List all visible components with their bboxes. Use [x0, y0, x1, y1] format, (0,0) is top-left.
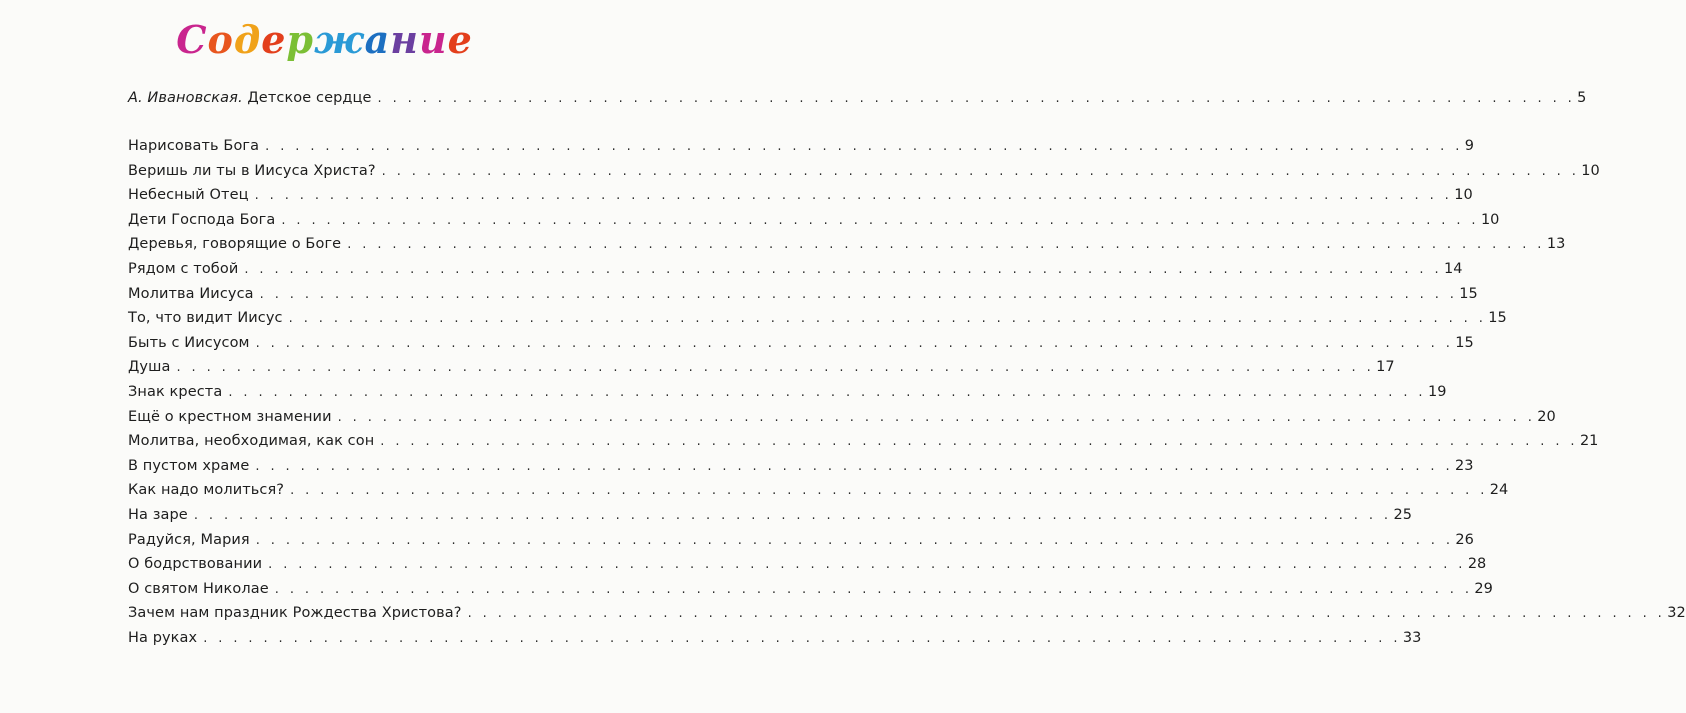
toc-entry[interactable] [128, 230, 1566, 254]
toc-leader-dots: . . . . . . . . . . . . . . . . . . . . . . . . . . . . . . . . . . . . . . . . . . . . . . . . . . . . . . . . . . . . . . . . . . . . . . . . . . . . . . . . [255, 532, 1454, 548]
page-title [0, 10, 649, 70]
toc-entry-title [128, 136, 265, 156]
toc-entry-title [128, 554, 268, 574]
toc-page-number: 17 [1376, 359, 1395, 376]
toc-entry-title-text: На заре [128, 507, 188, 523]
toc-entry[interactable] [128, 280, 1478, 304]
toc-entry-title-text: О святом Николае [128, 580, 269, 597]
toc-page-number: 15 [1459, 285, 1478, 302]
toc-entry-title-text: Радуйся, Мария [128, 531, 250, 548]
toc-entry-title [128, 88, 378, 108]
title-letter: а [364, 17, 391, 62]
toc-entry-title-text: То, что видит Иисус [128, 310, 283, 327]
toc-entry-title [128, 579, 275, 599]
toc-entry-title [128, 259, 244, 279]
toc-entry[interactable] [128, 599, 1686, 623]
toc-entry[interactable] [128, 550, 1487, 574]
toc-leader-dots: . . . . . . . . . . . . . . . . . . . . . . . . . . . . . . . . . . . . . . . . . . . . . . . . . . . . . . . . . . . . . . . . . . . . . . . . . . . . . . . . [288, 311, 1487, 327]
toc-entry-title-text: На руках [128, 630, 198, 646]
toc-page-number: 33 [1402, 630, 1422, 646]
title-letter: н [390, 17, 419, 62]
title-letter: д [233, 17, 262, 62]
toc-entry[interactable] [128, 206, 1500, 230]
toc-page-number: 10 [1480, 211, 1500, 228]
toc-leader-dots: . . . . . . . . . . . . . . . . . . . . . . . . . . . . . . . . . . . . . . . . . . . . . . . . . . . . . . . . . . . . . . . . . . . . . . . . . . . . . . . . [203, 631, 1401, 646]
title-letter: и [418, 17, 448, 62]
toc-leader-dots: . . . . . . . . . . . . . . . . . . . . . . . . . . . . . . . . . . . . . . . . . . . . . . . . . . . . . . . . . . . . . . . . . . . . . . . . . . . . . . . . [259, 286, 1458, 302]
toc-entry-title [128, 530, 256, 550]
toc-entry-title [128, 185, 255, 205]
toc-entry[interactable] [128, 255, 1463, 279]
toc-page-number: 32 [1667, 605, 1686, 622]
toc-entry-title [128, 234, 347, 254]
toc-entry-title-text: Душа [128, 359, 171, 376]
toc-leader-dots: . . . . . . . . . . . . . . . . . . . . . . . . . . . . . . . . . . . . . . . . . . . . . . . . . . . . . . . . . . . . . . . . . . . . . . . . . . . . . . . . [281, 212, 1479, 228]
toc-leader-dots: . . . . . . . . . . . . . . . . . . . . . . . . . . . . . . . . . . . . . . . . . . . . . . . . . . . . . . . . . . . . . . . . . . . . . . . . . . . . . . . . [290, 483, 1488, 499]
toc-entry[interactable] [128, 427, 1599, 451]
toc-leader-dots: . . . . . . . . . . . . . . . . . . . . . . . . . . . . . . . . . . . . . . . . . . . . . . . . . . . . . . . . . . . . . . . . . . . . . . . . . . . . . . . . [228, 385, 1426, 400]
toc-leader-dots: . . . . . . . . . . . . . . . . . . . . . . . . . . . . . . . . . . . . . . . . . . . . . . . . . . . . . . . . . . . . . . . . . . . . . . . . . . . . . . . . [381, 163, 1580, 179]
toc-entry-title-text: О бодрствовании [128, 556, 263, 573]
toc-page-number: 14 [1444, 261, 1463, 277]
title-letter: о [207, 17, 234, 62]
title-letter: ж [314, 17, 365, 62]
toc-page-number: 9 [1464, 138, 1474, 154]
toc-entry-title-text: Деревья, говорящие о Боге [128, 236, 342, 253]
toc-entry-title [128, 603, 468, 623]
toc-entry[interactable] [128, 501, 1412, 525]
toc-leader-dots: . . . . . . . . . . . . . . . . . . . . . . . . . . . . . . . . . . . . . . . . . . . . . . . . . . . . . . . . . . . . . . . . . . . . . . . . . . . . . . . . [254, 188, 1453, 204]
toc-entry-title [128, 210, 281, 230]
toc-entry[interactable] [128, 575, 1493, 599]
toc-leader-dots: . . . . . . . . . . . . . . . . . . . . . . . . . . . . . . . . . . . . . . . . . . . . . . . . . . . . . . . . . . . . . . . . . . . . . . . . . . . . . . . . [337, 409, 1536, 425]
toc-entry-title [128, 505, 194, 525]
toc-page-number: 25 [1393, 507, 1412, 523]
toc-page-number: 24 [1489, 482, 1509, 499]
toc-leader-dots: . . . . . . . . . . . . . . . . . . . . . . . . . . . . . . . . . . . . . . . . . . . . . . . . . . . . . . . . . . . . . . . . . . . . . . . . . . . . . . . . [347, 237, 1545, 253]
title-letter: р [286, 17, 314, 62]
toc-page-number: 28 [1467, 556, 1487, 573]
toc-entry[interactable] [128, 378, 1447, 402]
toc-entry-title [128, 628, 203, 648]
toc-entry-title-text: Как надо молиться? [128, 482, 285, 499]
toc-entry[interactable] [128, 476, 1509, 500]
toc-leader-dots: . . . . . . . . . . . . . . . . . . . . . . . . . . . . . . . . . . . . . . . . . . . . . . . . . . . . . . . . . . . . . . . . . . . . . . . . . . . . . . . . [193, 508, 1392, 523]
toc-entry[interactable] [128, 329, 1474, 353]
toc-entry[interactable] [128, 304, 1507, 328]
toc-page-number: 23 [1455, 457, 1474, 474]
toc-entry[interactable] [128, 84, 1587, 108]
toc-entry[interactable] [128, 181, 1473, 205]
toc-leader-dots: . . . . . . . . . . . . . . . . . . . . . . . . . . . . . . . . . . . . . . . . . . . . . . . . . . . . . . . . . . . . . . . . . . . . . . . . . . . . . . . . [467, 606, 1666, 622]
toc-entry-title [128, 456, 255, 476]
toc-entry-title-text: Молитва, необходимая, как сон [128, 433, 375, 450]
toc-leader-dots: . . . . . . . . . . . . . . . . . . . . . . . . . . . . . . . . . . . . . . . . . . . . . . . . . . . . . . . . . . . . . . . . . . . . . . . . . . . . . . . . [268, 557, 1466, 573]
toc-entry-title [128, 284, 260, 304]
toc-leader-dots: . . . . . . . . . . . . . . . . . . . . . . . . . . . . . . . . . . . . . . . . . . . . . . . . . . . . . . . . . . . . . . . . . . . . . . . . . . . . . . . . [377, 91, 1576, 106]
toc-page-number: 20 [1537, 408, 1556, 425]
toc-entry-title-text: Зачем нам праздник Рождества Христова? [128, 605, 462, 622]
toc-entry-title-text: В пустом храме [128, 457, 250, 474]
toc-page-number: 13 [1546, 236, 1566, 253]
toc-entry[interactable] [128, 526, 1474, 550]
toc-entry-title [128, 333, 256, 353]
toc-leader-dots: . . . . . . . . . . . . . . . . . . . . . . . . . . . . . . . . . . . . . . . . . . . . . . . . . . . . . . . . . . . . . . . . . . . . . . . . . . . . . . . . [274, 581, 1473, 597]
toc-entry[interactable] [128, 452, 1474, 476]
toc-entry[interactable] [128, 624, 1422, 648]
toc-entry-author: А. Ивановская. [128, 90, 243, 106]
title-letter: е [261, 17, 287, 62]
toc-leader-dots: . . . . . . . . . . . . . . . . . . . . . . . . . . . . . . . . . . . . . . . . . . . . . . . . . . . . . . . . . . . . . . . . . . . . . . . . . . . . . . . . [380, 434, 1578, 450]
toc-entry-title-text: Знак креста [128, 384, 223, 400]
toc-page-number: 19 [1427, 384, 1447, 400]
toc-entry-title-text: Нарисовать Бога [128, 138, 260, 154]
toc-entry-title-text: Детское сердце [242, 90, 372, 106]
toc-page-number: 10 [1581, 162, 1600, 179]
title-letter: е [447, 17, 473, 62]
toc-page-number: 26 [1455, 531, 1474, 548]
toc-page-number: 15 [1455, 334, 1474, 351]
toc-entry[interactable] [128, 132, 1474, 156]
toc-entry-title-text: Небесный Отец [128, 187, 249, 204]
toc-page-number: 29 [1474, 580, 1493, 597]
toc-entry-title-text: Ещё о крестном знамении [128, 408, 332, 425]
title-letter: С [176, 17, 208, 62]
toc-page-number: 5 [1577, 90, 1587, 106]
toc-entry-title-text: Дети Господа Бога [128, 211, 276, 228]
toc-leader-dots: . . . . . . . . . . . . . . . . . . . . . . . . . . . . . . . . . . . . . . . . . . . . . . . . . . . . . . . . . . . . . . . . . . . . . . . . . . . . . . . . [255, 458, 1454, 474]
toc-entry[interactable] [128, 403, 1556, 427]
toc-page-number: 10 [1454, 187, 1473, 204]
toc-entry-title [128, 161, 382, 181]
toc-entry-title [128, 431, 380, 451]
toc-entry-title-text: Рядом с тобой [128, 261, 239, 277]
toc-entry-title-text: Молитва Иисуса [128, 285, 254, 302]
toc-entry-title [128, 308, 289, 328]
toc-page-number: 21 [1579, 433, 1599, 450]
toc-leader-dots: . . . . . . . . . . . . . . . . . . . . . . . . . . . . . . . . . . . . . . . . . . . . . . . . . . . . . . . . . . . . . . . . . . . . . . . . . . . . . . . . [244, 262, 1442, 277]
toc-entry-title-text: Быть с Иисусом [128, 334, 250, 351]
toc-leader-dots: . . . . . . . . . . . . . . . . . . . . . . . . . . . . . . . . . . . . . . . . . . . . . . . . . . . . . . . . . . . . . . . . . . . . . . . . . . . . . . . . [176, 360, 1375, 376]
toc-entry-title [128, 382, 228, 402]
toc-entry-title [128, 480, 290, 500]
toc-entry-title-text: Веришь ли ты в Иисуса Христа? [128, 162, 376, 179]
toc-entry-title [128, 407, 338, 427]
toc-leader-dots: . . . . . . . . . . . . . . . . . . . . . . . . . . . . . . . . . . . . . . . . . . . . . . . . . . . . . . . . . . . . . . . . . . . . . . . . . . . . . . . . [265, 139, 1463, 154]
toc-page-number: 15 [1488, 310, 1507, 327]
toc-leader-dots: . . . . . . . . . . . . . . . . . . . . . . . . . . . . . . . . . . . . . . . . . . . . . . . . . . . . . . . . . . . . . . . . . . . . . . . . . . . . . . . . [255, 335, 1454, 351]
toc-entry[interactable] [128, 157, 1600, 181]
toc-entry-title [128, 357, 176, 377]
toc-entry[interactable] [128, 353, 1395, 377]
